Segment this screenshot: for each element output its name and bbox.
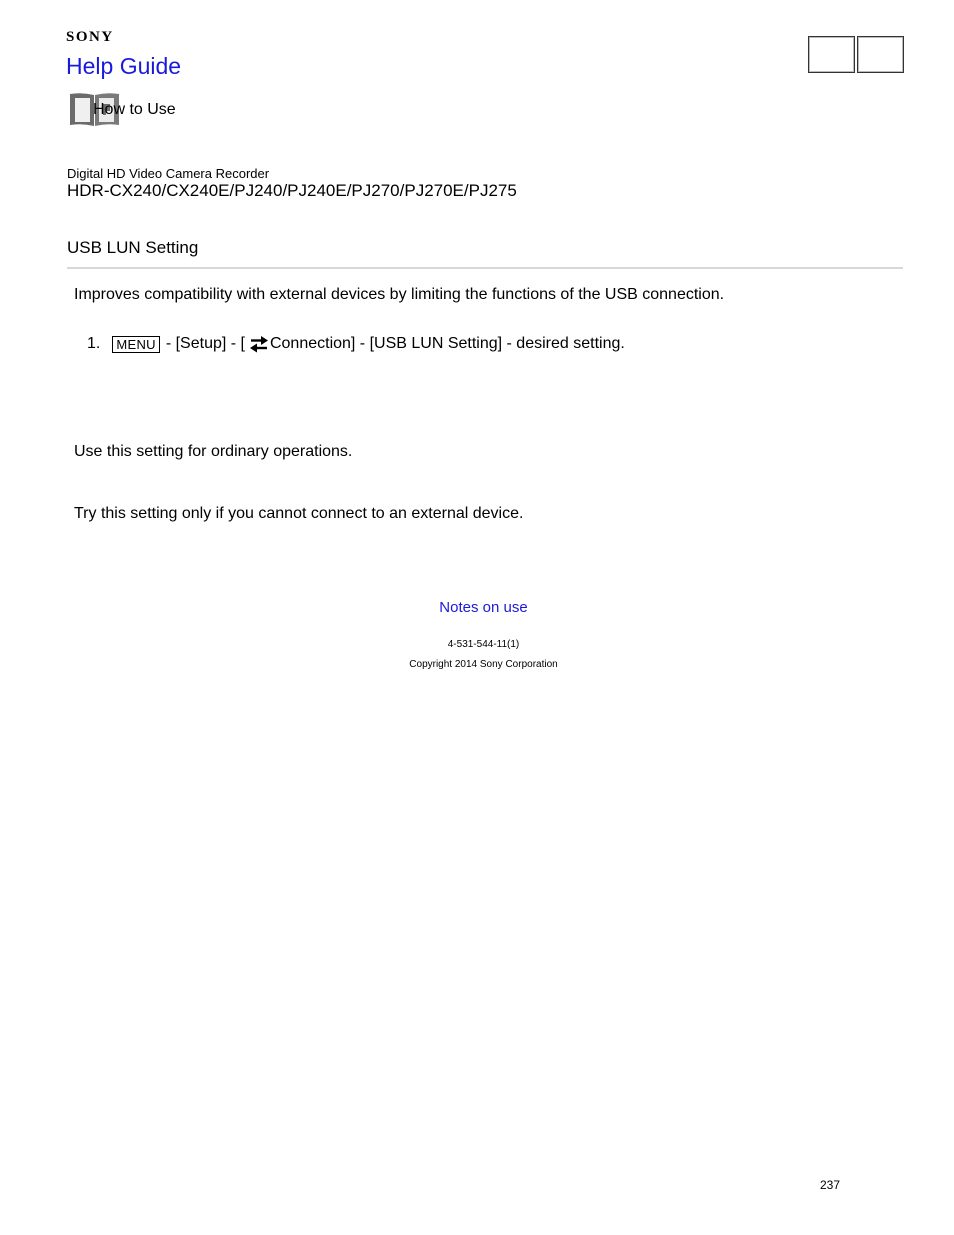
page-number: 237 — [820, 1178, 841, 1192]
help-guide-title[interactable]: Help Guide — [66, 53, 182, 79]
step-item — [87, 334, 625, 354]
step-number: 1. — [87, 335, 101, 352]
option-description: Try this setting only if you cannot connect to an external device. — [74, 505, 524, 522]
copyright-text: Copyright 2014 Sony Corporation — [409, 659, 558, 670]
prev-page-button[interactable] — [808, 36, 855, 73]
product-type: Digital HD Video Camera Recorder — [67, 166, 270, 181]
document-number: 4-531-544-11(1) — [447, 639, 520, 650]
title-divider — [67, 267, 903, 269]
section-label[interactable]: How to Use — [93, 101, 176, 118]
notes-on-use-link[interactable]: Notes on use — [439, 599, 528, 616]
intro-text: Improves compatibility with external devices by limiting the functions of the USB connection. — [74, 286, 725, 303]
step-text-after-icon: Connection] - [USB LUN Setting] - desired setting. — [269, 335, 625, 352]
page-nav-buttons — [808, 36, 904, 73]
page-title: USB LUN Setting — [67, 238, 199, 257]
model-names: HDR-CX240/CX240E/PJ240/PJ240E/PJ270/PJ270E/PJ275 — [67, 181, 517, 200]
next-page-button[interactable] — [857, 36, 904, 73]
option-description: Use this setting for ordinary operations. — [74, 443, 353, 460]
sony-logo: SONY — [66, 29, 114, 45]
menu-button-icon: MENU — [112, 336, 159, 353]
step-text-before-icon: - [Setup] - [ — [165, 335, 245, 352]
connection-arrows-icon — [249, 334, 269, 354]
